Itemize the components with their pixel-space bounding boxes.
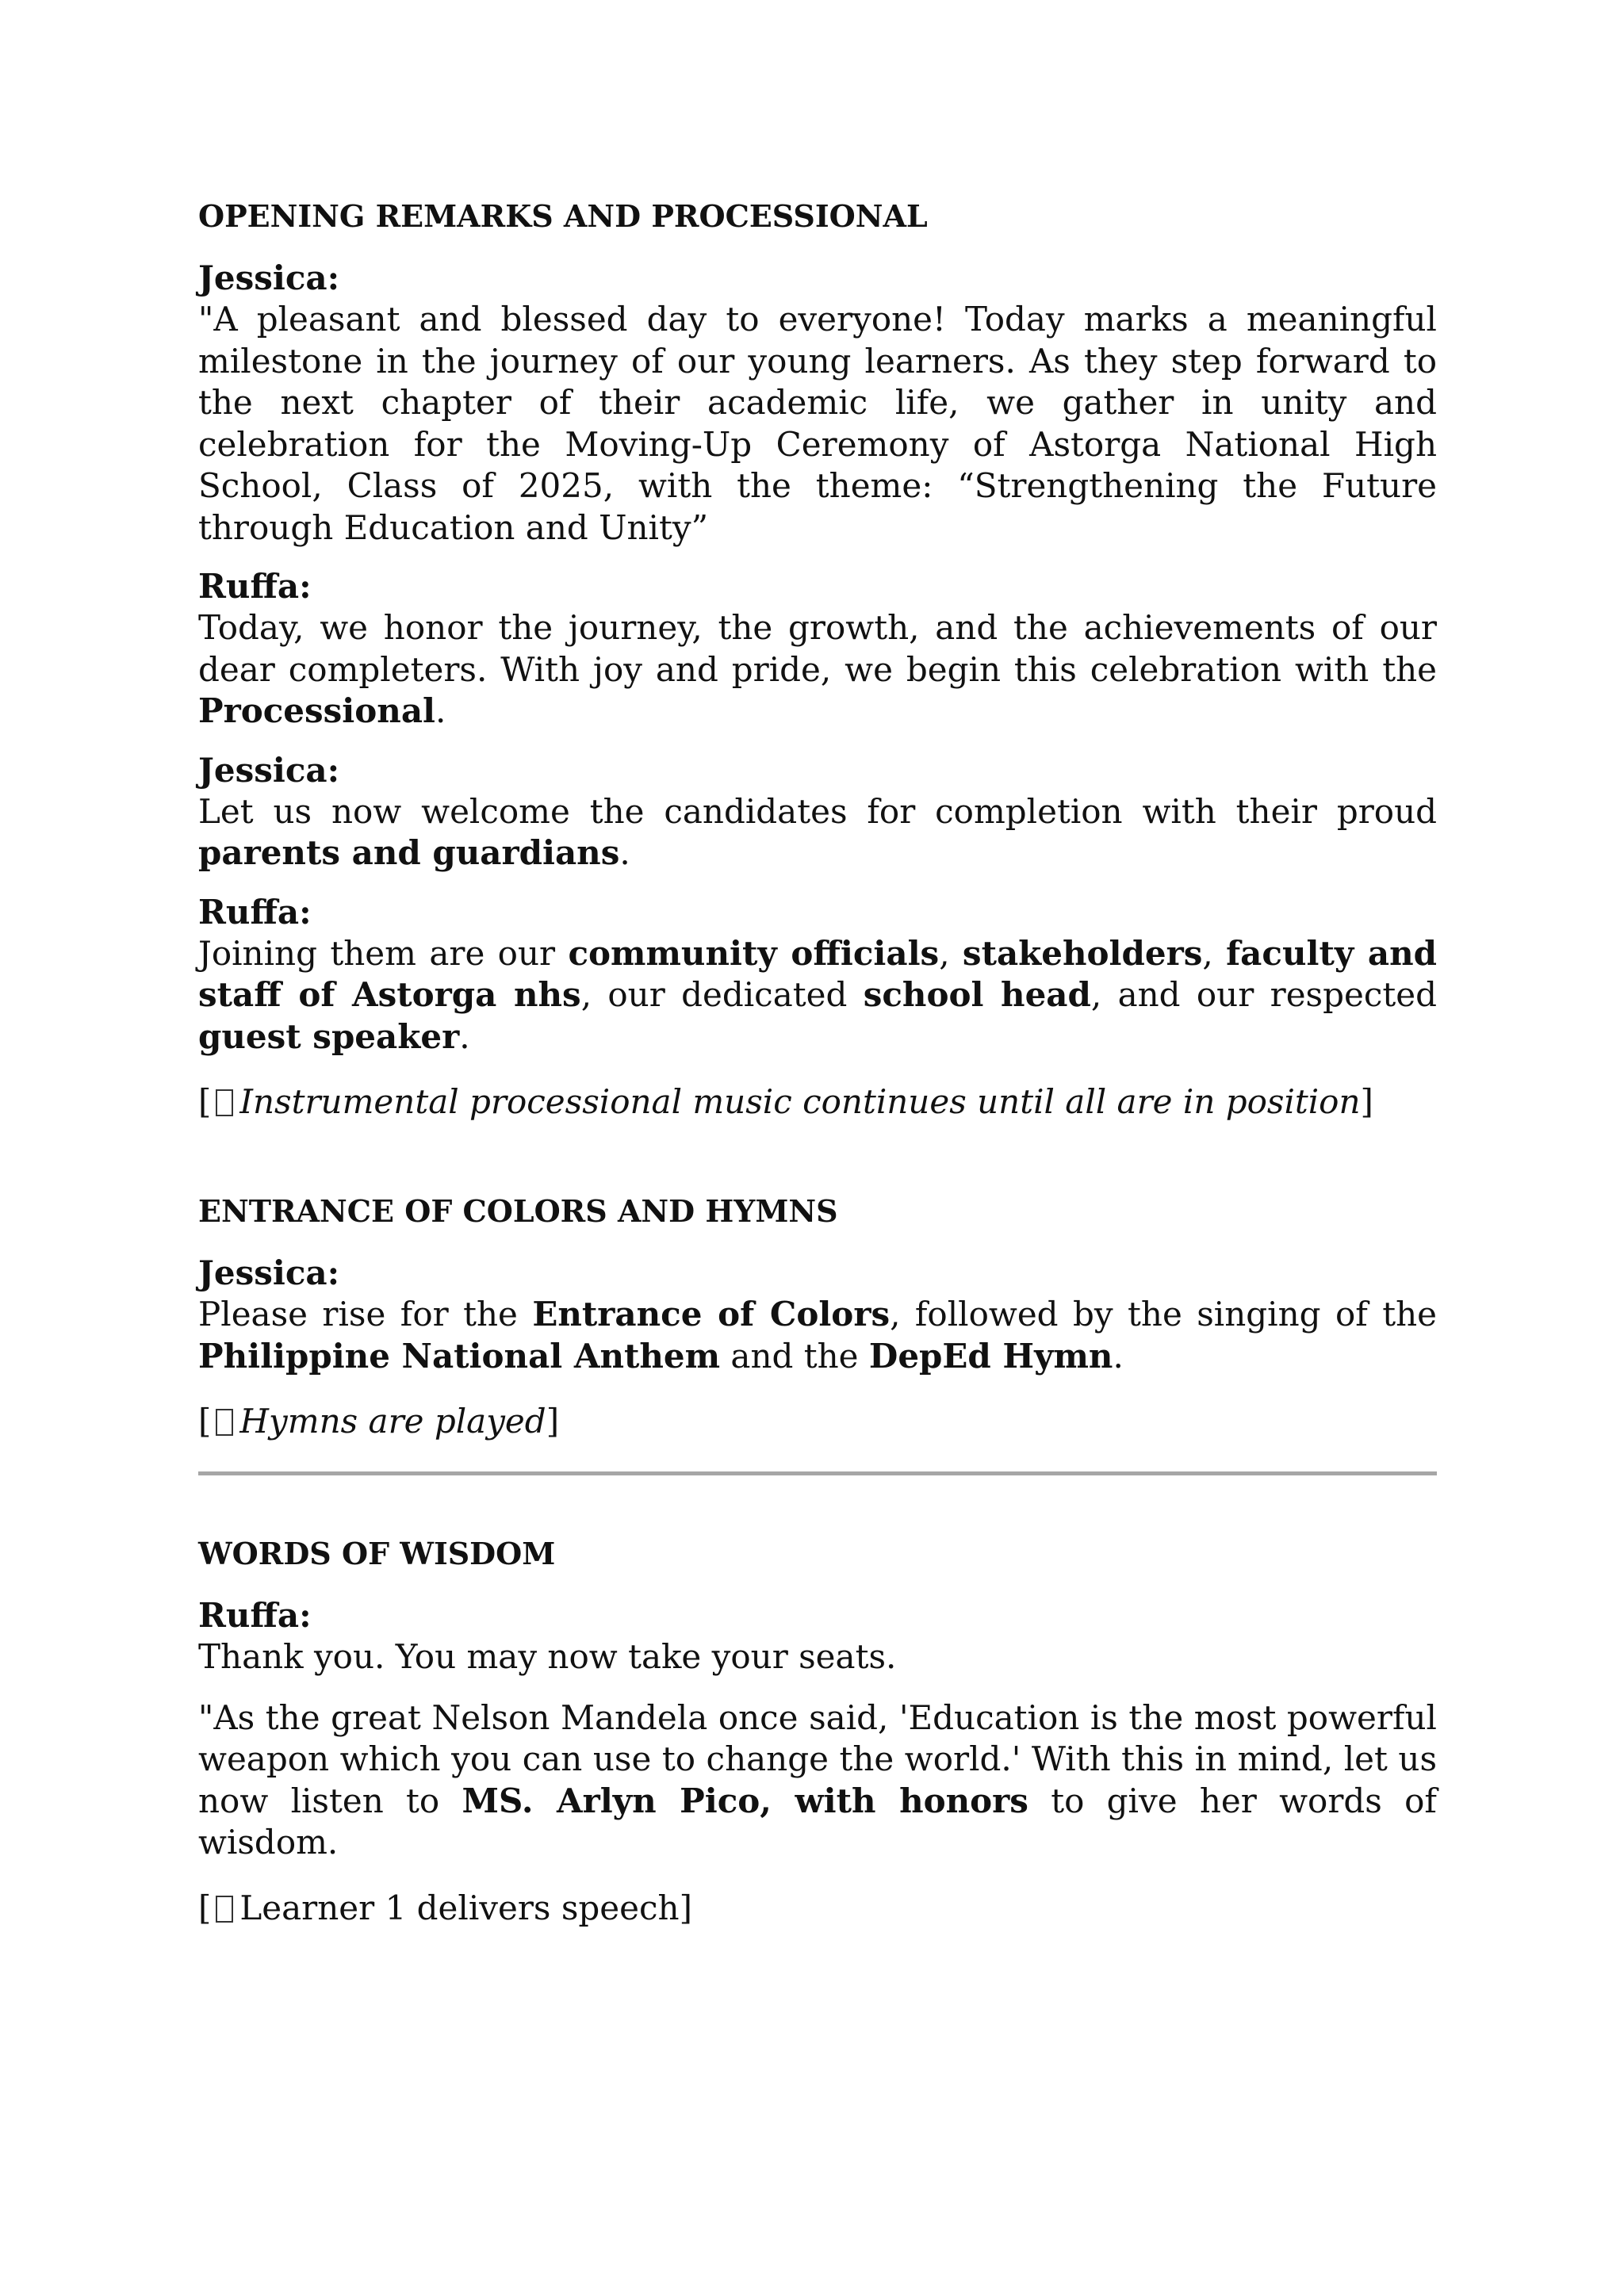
- dialogue-block: [198, 1595, 1437, 1678]
- bold-text: MS. Arlyn Pico, with honors: [462, 1781, 1028, 1820]
- bold-text: Processional: [198, 691, 435, 730]
- section-opening: [198, 196, 1437, 1123]
- bold-text: stakeholders: [962, 933, 1203, 973]
- music-note-icon: [216, 1089, 233, 1116]
- text-run: "As the great Nelson Mandela once said, 'Education is the most powerful weapon which you can use to change the world.' With this in mind, let us now listen to: [198, 1697, 1437, 1820]
- bracket-close: ]: [679, 1888, 692, 1927]
- dialogue-block: [198, 258, 1437, 549]
- section-heading: WORDS OF WISDOM: [198, 1536, 556, 1571]
- text-run: and the: [720, 1336, 869, 1376]
- speaker-name: Ruffa:: [198, 892, 312, 932]
- stage-direction: [198, 1081, 1437, 1123]
- bold-text: community officials: [568, 933, 940, 973]
- text-run: to give her words of wisdom.: [198, 1781, 1437, 1862]
- dialogue-text: "A pleasant and blessed day to everyone! Today marks a meaningful milestone in the journey of our young learners. As they step forward to the next chapter of their academic life, we gather in unity and celebration for the Moving-Up Ceremony of Astorga National High School, Class of 2025, with the theme: “Strengthening the Future through Education and Unity”: [198, 300, 1437, 547]
- speaker-name: Jessica:: [198, 1253, 340, 1292]
- dialogue-block: [198, 750, 1437, 874]
- stage-direction-text: Instrumental processional music continues until all are in position: [239, 1082, 1361, 1121]
- bold-text: Philippine National Anthem: [198, 1336, 721, 1376]
- text-run: ,: [1202, 933, 1227, 973]
- bold-text: guest speaker: [198, 1016, 460, 1056]
- dialogue-text: Thank you. You may now take your seats.: [198, 1637, 897, 1676]
- text-run: ,: [939, 933, 963, 973]
- text-run: .: [459, 1016, 470, 1056]
- bold-text: parents and guardians: [198, 833, 620, 872]
- stage-direction-text: Learner 1 delivers speech: [239, 1888, 680, 1927]
- microphone-icon: [216, 1896, 233, 1923]
- text-run: , followed by the singing of the: [890, 1295, 1437, 1334]
- bracket-open: [: [198, 1082, 212, 1121]
- section-heading: ENTRANCE OF COLORS AND HYMNS: [198, 1193, 838, 1229]
- dialogue-block: [198, 566, 1437, 733]
- text-run: Today, we honor the journey, the growth, and the achievements of our dear completers. With joy and pride, we begin this celebration with the: [198, 608, 1437, 689]
- speaker-name: Jessica:: [198, 750, 340, 790]
- section-wisdom: [198, 1533, 1437, 1929]
- bracket-open: [: [198, 1402, 212, 1441]
- text-run: .: [435, 691, 446, 730]
- text-run: , our dedicated: [580, 975, 864, 1014]
- dialogue-text: [198, 607, 1437, 733]
- dialogue-text: [198, 1294, 1437, 1377]
- bracket-close: ]: [546, 1402, 560, 1441]
- speaker-name: Ruffa:: [198, 1596, 312, 1635]
- bold-text: faculty and staff of Astorga nhs: [198, 933, 1438, 1014]
- dialogue-text: [198, 791, 1437, 874]
- music-note-icon: [216, 1409, 233, 1436]
- bracket-open: [: [198, 1888, 212, 1927]
- bold-text: Entrance of Colors: [532, 1295, 891, 1334]
- speaker-name: Ruffa:: [198, 567, 312, 606]
- bracket-close: ]: [1360, 1082, 1373, 1121]
- dialogue-block: [198, 892, 1437, 1058]
- text-run: .: [1113, 1336, 1124, 1376]
- text-run: .: [619, 833, 630, 872]
- text-run: Let us now welcome the candidates for completion with their proud: [198, 791, 1437, 831]
- text-run: Please rise for the: [198, 1295, 533, 1334]
- dialogue-block: [198, 1253, 1437, 1377]
- dialogue-text: [198, 1697, 1437, 1864]
- bold-text: DepEd Hymn: [868, 1336, 1113, 1376]
- speaker-name: Jessica:: [198, 258, 340, 297]
- horizontal-divider: [198, 1471, 1437, 1475]
- section-heading: OPENING REMARKS AND PROCESSIONAL: [198, 198, 928, 234]
- bold-text: school head: [863, 975, 1091, 1014]
- stage-direction-text: Hymns are played: [239, 1402, 546, 1441]
- stage-direction: [198, 1888, 1437, 1929]
- text-run: Joining them are our: [198, 933, 569, 973]
- stage-direction: [198, 1401, 1437, 1442]
- text-run: , and our respected: [1090, 975, 1437, 1014]
- dialogue-text: [198, 933, 1437, 1058]
- section-colors: [198, 1191, 1437, 1442]
